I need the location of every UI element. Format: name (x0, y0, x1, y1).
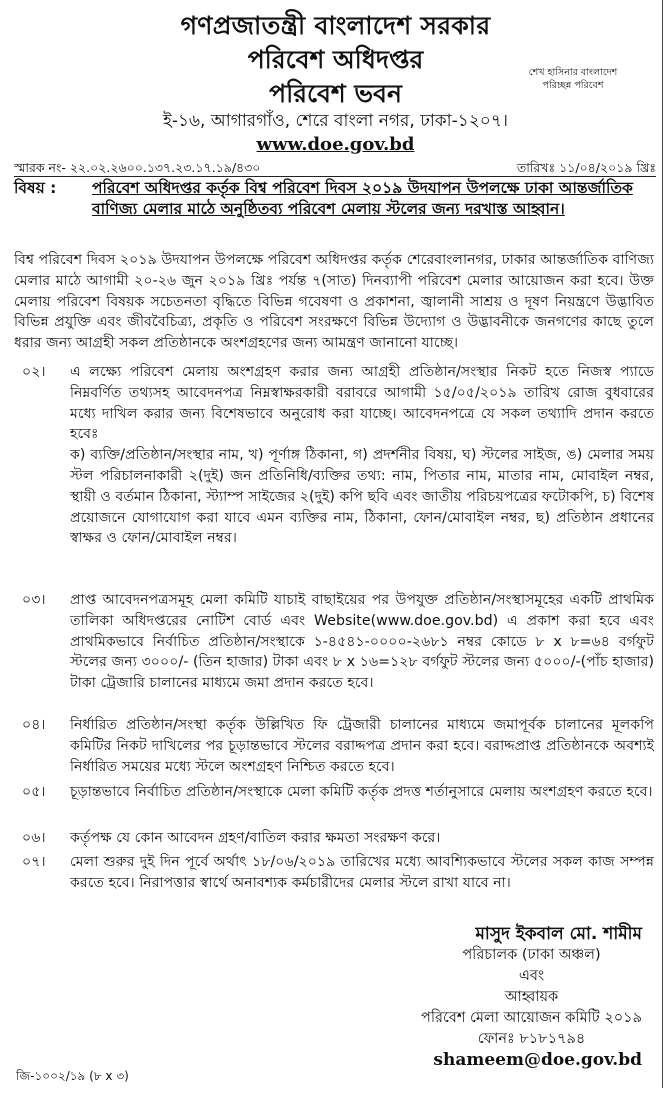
signatory-email[interactable]: shameem@doe.gov.bd (433, 1050, 642, 1070)
item-text: মেলা শুরুর দুই দিন পূর্বে অর্থাৎ ১৮/০৬/২০১৯ তারিখের মধ্যে আবশ্যিকভাবে স্টলের সকল কাজ সম্পন্ন করতে হবে। নিরাপত্তার স্বার্থে অনাবশ্যক কর্মচারীদের মেলার স্টলে রাখা যাবে না। (70, 854, 654, 891)
list-item (14, 590, 654, 694)
list-item (14, 782, 654, 803)
item-text: চূড়ান্তভাবে নির্বাচিত প্রতিষ্ঠান/সংস্থাকে মেলা কমিটি কর্তৃক প্রদত্ত শর্তানুসারে মেলায় অংশগ্রহণ করতে হবে। (70, 784, 653, 800)
list-item (14, 362, 654, 549)
website-link[interactable]: www.doe.gov.bd (256, 134, 415, 155)
notice-page (8, 0, 663, 1088)
item-text-details: ক) ব্যক্তি/প্রতিষ্ঠান/সংস্থার নাম, খ) পূর্ণাঙ্গ ঠিকানা, গ) প্রদর্শনীর বিষয়, ঘ) স্টলের সাইজ, ঙ) মেলার সময় স্টল পরিচালনাকারী ২(দুই) জন প্রতিনিধি/ব্যক্তির তথ্য: নাম, পিতার নাম, মাতার নাম, মোবাইল নম্বর, স্থায়ী ও বর্তমান ঠিকানা, স্ট্যাম্প সাইজের ২(দুই) কপি ছবি এবং জাতীয় পরিচয়পত্রের ফটোকপি, চ) বিশেষ প্রয়োজনে যোগাযোগ করা যাবে এমন ব্যক্তির নাম, ঠিকানা, ফোন/মোবাইল নম্বর, ছ) প্রতিষ্ঠান প্রধানের স্বাক্ষর ও ফোন/মোবাইল নম্বর। (70, 447, 655, 547)
memo-ref: স্মারক নং- ২২.০২.২৬০০.১৩৭.২৩.১৭.১৯/৪৩০ (14, 160, 261, 175)
item-number: ০৭। (22, 854, 46, 870)
item-text: প্রাপ্ত আবেদনপত্রসমূহ মেলা কমিটি যাচাই বাছাইয়ের পর উপযুক্ত প্রতিষ্ঠান/সংস্থাসমূহের একটি প্রাথমিক তালিকা অধিদপ্তরের নোটিশ বোর্ড এবং Website(www.doe.gov.bd) এ প্রকাশ করা হবে এবং প্রাথমিকভাবে নির্বাচিত প্রতিষ্ঠান/সংস্থাকে ১-৪৫৪১-০০০০-২৬৮১ নম্বর কোডে ৮ x ৮=৬৪ বর্গফুট স্টলের জন্য ৩০০০/- (তিন হাজার) টাকা এবং ৮ x ১৬=১২৮ বর্গফুট স্টলের জন্য ৫০০০/-(পাঁচ হাজার) টাকা ট্রেজারি চালানের মাধ্যমে জমা প্রদান করতে হবে। (70, 592, 654, 692)
item-number: ০২। (22, 364, 46, 380)
signatory-role: আহ্বায়ক (504, 989, 559, 1005)
signatory-committee: পরিবেশ মেলা আয়োজন কমিটি ২০১৯ (420, 1010, 642, 1026)
slogan-line-2: পরিচ্ছন্ন পরিবেশ (542, 80, 604, 91)
divider (14, 176, 656, 177)
govt-title: গণপ্রজাতন্ত্রী বাংলাদেশ সরকার (180, 11, 491, 40)
signatory-phone: ফোনঃ ৮১৮১৭৯৪ (477, 1031, 586, 1047)
item-text: নির্ধারিত প্রতিষ্ঠান/সংস্থা কর্তৃক উল্লিখিত ফি ট্রেজারী চালানের মাধ্যমে জমাপূর্বক চালানের মূলকপি কমিটির নিকট দাখিলের পর চূড়ান্তভাবে স্টলের বরাদ্দপত্র প্রদান করা হবে। বরাদ্দপ্রাপ্ত প্রতিষ্ঠানকে অবশ্যই নির্ধারিত সময়ের মধ্যে স্টলে অংশগ্রহণ নিশ্চিত করতে হবে। (70, 717, 654, 775)
building-title: পরিবেশ ভবন (269, 79, 402, 108)
department-title: পরিবেশ অধিদপ্তর (247, 45, 424, 74)
slogan (503, 66, 643, 92)
item-number: ০৬। (22, 830, 46, 846)
footer-code: জি-১০০২/১৯ (৮ x ৩) (16, 1069, 129, 1083)
intro-paragraph: বিশ্ব পরিবেশ দিবস ২০১৯ উদযাপন উপলক্ষে পরিবেশ অধিদপ্তর কর্তৃক শেরেবাংলানগর, ঢাকার আন্তর্জাতিক বাণিজ্য মেলার মাঠে আগামী ২০-২৬ জুন ২০১৯ খ্রিঃ পর্যন্ত ৭(সাত) দিনব্যাপী পরিবেশ মেলার আয়োজন করা হবে। উক্ত মেলায় পরিবেশ বিষয়ক সচেতনতা বৃদ্ধিতে বিভিন্ন গবেষণা ও প্রকাশনা, জ্বালানী সাশ্রয় ও দূষণ নিয়ন্ত্রণে উদ্ভাবিত বিভিন্ন প্রযুক্তি এবং জীববৈচিত্র্য, প্রকৃতি ও পরিবেশ সংরক্ষণে বিভিন্ন উদ্যোগ ও উদ্ভাবনীকে জনগণের কাছে তুলে ধরার জন্য আগ্রহী সকল প্রতিষ্ঠানকে অংশগ্রহণের জন্য আমন্ত্রণ জানানো যাচ্ছে। (14, 252, 654, 352)
office-address: ই-১৬, আগারগাঁও, শেরে বাংলা নগর, ঢাকা-১২০৭। (163, 111, 508, 131)
signature-block (421, 924, 642, 1071)
list-item (14, 852, 654, 894)
signatory-name: মাসুদ ইকবাল মো. শামীম (475, 924, 642, 944)
item-number: ০৪। (22, 717, 46, 733)
signatory-designation: পরিচালক (ঢাকা অঞ্চল) (462, 947, 601, 963)
item-number: ০৫। (22, 784, 46, 800)
list-item (14, 828, 654, 849)
item-number: ০৩। (22, 592, 46, 608)
list-item (14, 715, 654, 777)
subject-text: পরিবেশ অধিদপ্তর কর্তৃক বিশ্ব পরিবেশ দিবস ২০১৯ উদযাপন উপলক্ষে ঢাকা আন্তর্জাতিক বাণিজ্য মেলার মাঠে অনুষ্ঠিতব্য পরিবেশ মেলায় স্টলের জন্য দরখাস্ত আহ্বান। (92, 179, 633, 218)
memo-row (14, 160, 656, 180)
slogan-line-1: শেখ হাসিনার বাংলাদেশ (528, 67, 618, 78)
item-text: এ লক্ষ্যে পরিবেশ মেলায় অংশগ্রহণ করার জন্য আগ্রহী প্রতিষ্ঠান/সংস্থার নিকট হতে নিজস্ব প্যাডে নিম্নবর্ণিত তথ্যসহ আবেদনপত্র নিম্নস্বাক্ষরকারী বরাবরে আগামী ১৫/০৫/২০১৯ তারিখ রোজ বুধবারের মধ্যে দাখিল করার জন্য বিশেষভাবে অনুরোধ করা যাচ্ছে। আবেদনপত্রে যে সকল তথ্যাদি প্রদান করতে হবেঃ (70, 364, 654, 443)
subject-block (14, 178, 654, 220)
signatory-and: এবং (518, 968, 545, 984)
memo-date: তারিখঃ ১১/০৪/২০১৯ খ্রিঃ (516, 160, 656, 175)
item-text: কর্তৃপক্ষ যে কোন আবেদন গ্রহণ/বাতিল করার ক্ষমতা সংরক্ষণ করে। (70, 830, 441, 846)
subject-label: বিষয় : (14, 179, 57, 197)
